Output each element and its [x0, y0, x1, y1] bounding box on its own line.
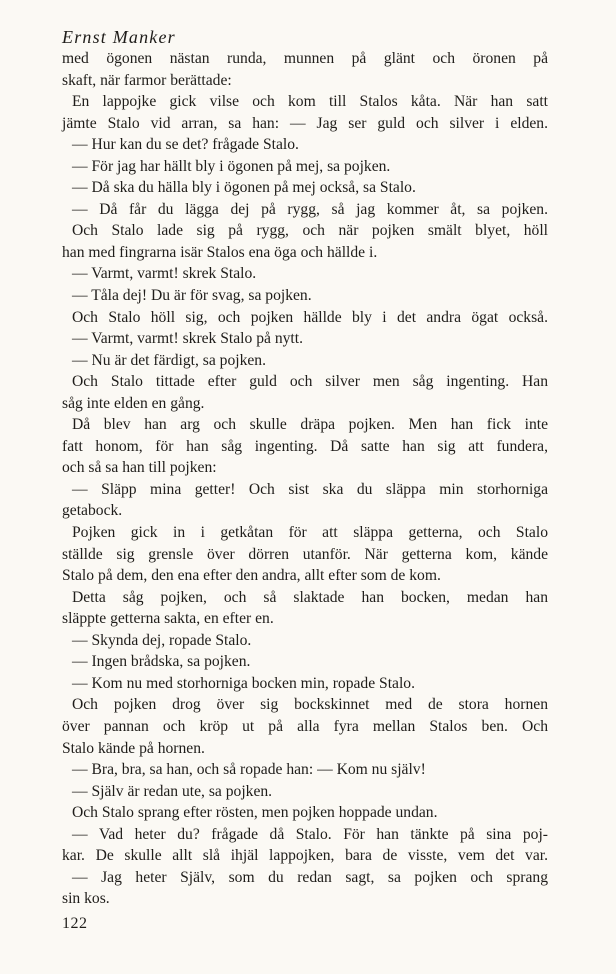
text-line: Och Stalo höll sig, och pojken hällde bly i det andra ögat också. [72, 308, 548, 326]
text-line: med ögonen nästan runda, munnen på glänt och öronen på [62, 50, 548, 67]
text-line: — Då får du lägga dej på rygg, så jag kommer åt, sa pojken. [72, 200, 548, 218]
text-line: Och pojken drog över sig bockskinnet med de stora hornen [72, 696, 548, 714]
text-line: släppte getterna sakta, en efter en. [62, 610, 274, 628]
page-number: 122 [62, 915, 88, 932]
text-line: Och Stalo tittade efter guld och silver men såg ingenting. Han [72, 373, 548, 391]
text-line: — Tåla dej! Du är för svag, sa pojken. [72, 287, 312, 305]
text-line: — Skynda dej, ropade Stalo. [72, 631, 252, 649]
text-line: kar. De skulle allt slå ihjäl lappojken, bara de visste, vem det var. [62, 847, 548, 865]
text-line: skaft, när farmor berättade: [62, 71, 232, 89]
text-line: — Ingen brådska, sa pojken. [72, 653, 251, 671]
text-line: och så sa han till pojken: [62, 459, 217, 477]
text-line: såg inte elden en gång. [62, 394, 205, 412]
story-text [62, 48, 548, 910]
text-line: — Då ska du hälla bly i ögonen på mej också, sa Stalo. [72, 179, 416, 197]
text-line: getabock. [62, 502, 123, 520]
text-line: Detta såg pojken, och så slaktade han bocken, medan han [72, 588, 548, 606]
text-line: En lappojke gick vilse och kom till Stalos kåta. När han satt [72, 93, 548, 111]
text-line: — Nu är det färdigt, sa pojken. [72, 351, 267, 369]
text-line: — Kom nu med storhorniga bocken min, ropade Stalo. [72, 674, 416, 692]
text-line: jämte Stalo vid arran, sa han: — Jag ser guld och silver i elden. [62, 114, 548, 132]
text-line: ställde sig grensle över dörren utanför. När getterna kom, kände [62, 545, 548, 563]
text-line: Och Stalo lade sig på rygg, och när pojken smält blyet, höll [72, 222, 548, 240]
text-line: fatt honom, för han såg ingenting. Då satte han sig att fundera, [62, 437, 548, 455]
text-line: Pojken gick in i getkåtan för att släppa getterna, och Stalo [72, 524, 548, 542]
text-line: över pannan och kröp ut på alla fyra mellan Stalos ben. Och [62, 717, 548, 735]
text-line: sin kos. [62, 890, 110, 908]
text-line: — Bra, bra, sa han, och så ropade han: — Kom nu själv! [72, 761, 426, 779]
text-line: — För jag har hällt bly i ögonen på mej, sa pojken. [72, 157, 391, 175]
text-line: Då blev han arg och skulle dräpa pojken. Men han fick inte [72, 416, 548, 434]
text-line: — Varmt, varmt! skrek Stalo. [72, 265, 257, 283]
running-head-author: Ernst Manker [62, 27, 176, 47]
text-line: — Vad heter du? frågade då Stalo. För han tänkte på sina poj- [72, 825, 548, 843]
text-line: — Själv är redan ute, sa pojken. [72, 782, 273, 800]
text-line: — Släpp mina getter! Och sist ska du släppa min storhorniga [72, 480, 548, 498]
text-line: Stalo kände på hornen. [62, 739, 205, 757]
text-line: Och Stalo sprang efter rösten, men pojken hoppade undan. [72, 804, 438, 822]
text-line: — Varmt, varmt! skrek Stalo på nytt. [72, 330, 303, 348]
text-line: Stalo på dem, den ena efter den andra, allt efter som de kom. [62, 567, 441, 585]
text-line: — Jag heter Själv, som du redan sagt, sa pojken och sprang [72, 868, 548, 886]
text-line: — Hur kan du se det? frågade Stalo. [72, 136, 299, 154]
text-line: han med fingrarna isär Stalos ena öga och hällde i. [62, 243, 378, 261]
